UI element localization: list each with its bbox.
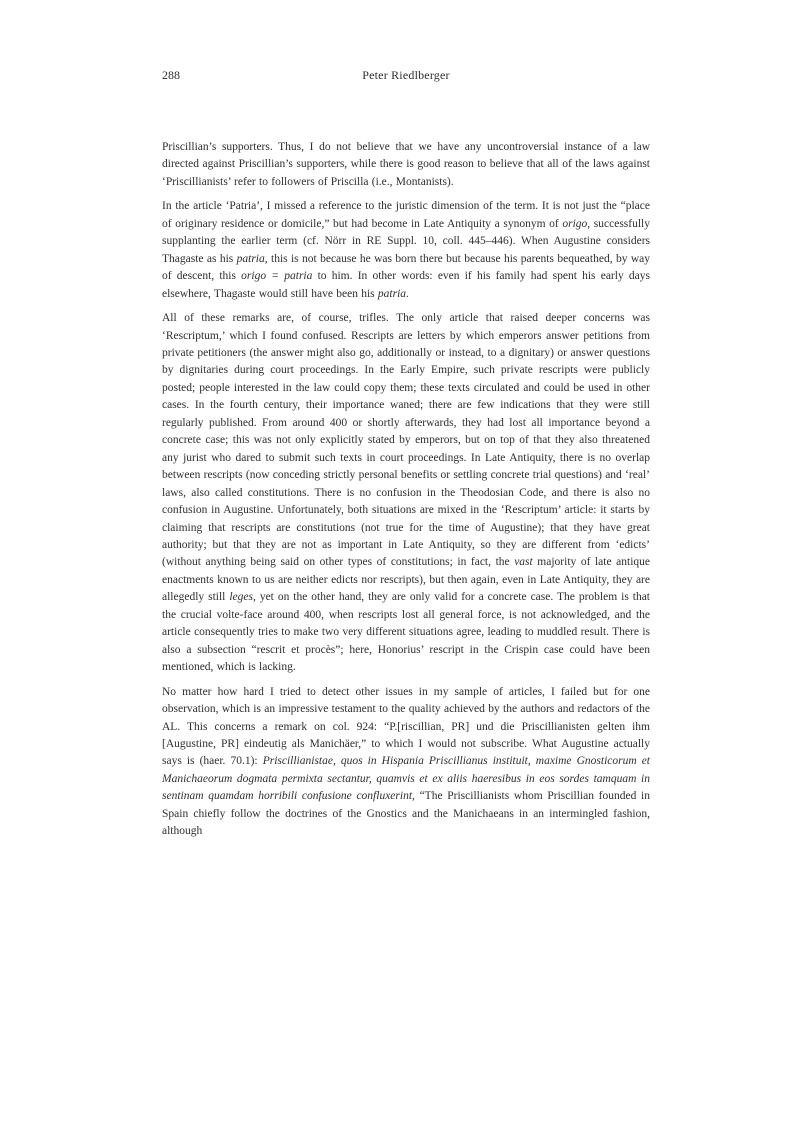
paragraph — [162, 198, 650, 303]
text-block — [162, 139, 650, 848]
text-run: In the article ‘Patria’, I missed a reference to the juristic dimension of the term. It is not just the “place of originary residence or domicile,” but had become in Late Antiquity a synonym of — [162, 200, 650, 230]
italic-text-run: origo = patria — [241, 270, 313, 283]
text-run: , yet on the other hand, they are only valid for a concrete case. The problem is that the crucial volte-face around 400, when rescripts lost all general force, is not acknowledged, and the article consequently tries to make two very different situations agree, leading to muddled result. There is also a subsection “rescrit et procès”; here, Honorius’ rescript in the Crispin case could have been mentioned, which is lacking. — [162, 591, 650, 674]
page-number: 288 — [162, 68, 180, 82]
paragraph — [162, 139, 650, 191]
text-run: No matter how hard I tried to detect other issues in my sample of articles, I failed but for one observation, which is an impressive testament to the quality achieved by the authors and redactors of the AL. This concerns a remark on col. 924: “P.[riscillian, PR] und die Priscillianisten gelten ihm [Augustine, PR] eindeutig als Manichäer,” to which I would not subscribe. What Augustine actually says is (haer. 70.1): — [162, 685, 650, 768]
text-run: . — [406, 287, 409, 300]
text-run: All of these remarks are, of course, trifles. The only article that raised deeper concerns was ‘Rescriptum,’ which I found confused. Rescripts are letters by which emperors answer petitions from private petitioners (the answer might also go, additionally or instead, to a dignitary) or answer questions by dignitaries during court proceedings. In the Early Empire, such private rescripts were publicly posted; people interested in the law could copy them; these texts circulated and could be used in other cases. In the fourth century, their importance waned; there are few indications that they were still regularly published. From around 400 or shortly afterwards, they had lost all importance beyond a concrete case; this was not only explicitly stated by emperors, but on top of that they also threatened any jurist who dared to submit such texts in court proceedings. In Late Antiquity, there is no overlap between rescripts (now conceding strictly personal benefits or settling concrete trial questions) and ‘real’ laws, also called constitutions. There is no confusion in the Theodosian Code, and there is also no confusion in Augustine. Unfortunately, both situations are mixed in the ‘Rescriptum’ article: it starts by claiming that rescripts are constitutions (not true for the time of Augustine); that they have great authority; but that they are not as important in Late Antiquity, so they are different from ‘edicts’ (without anything being said on other types of constitutions; in fact, the — [162, 312, 650, 569]
running-head: Peter Riedlberger — [362, 68, 450, 82]
italic-text-run: origo — [562, 217, 588, 230]
text-run: majority of late antique enactments known to us are neither edicts nor rescripts), but then again, even in Late Antiquity, they are allegedly still — [162, 556, 651, 604]
italic-text-run: leges — [229, 591, 253, 604]
italic-text-run: patria — [236, 252, 265, 265]
italic-text-run: Priscillianistae, quos in Hispania Priscillianus instituit, maxime Gnosticorum et Manichaeorum dogmata permixta sectantur, quamvis et ex aliis haeresibus in eos sordes tamquam in sentinam quamdam horribili confusione confluxerint — [162, 755, 650, 803]
paragraph — [162, 310, 650, 677]
paragraph — [162, 684, 650, 841]
page-header — [162, 68, 650, 86]
text-run: to him. In other words: even if his family had spent his early days elsewhere, Thagaste would still have been his — [162, 270, 650, 300]
italic-text-run: vast — [514, 556, 533, 569]
text-run: Priscillian’s supporters. Thus, I do not believe that we have any uncontroversial instance of a law directed against Priscillian’s supporters, while there is good reason to believe that all of the laws against ‘Priscillianists’ refer to followers of Priscilla (i.e., Montanists). — [162, 141, 650, 188]
text-run: , this is not because he was born there but because his parents bequeathed, by way of descent, this — [162, 252, 650, 283]
text-run: , successfully supplanting the earlier term (cf. Nörr in RE Suppl. 10, coll. 445–446). When Augustine considers Thagaste as his — [162, 217, 651, 265]
text-run: , “The Priscillianists whom Priscillian founded in Spain chiefly follow the doctrines of the Gnostics and the Manichaeans in an intermingled fashion, although — [162, 790, 650, 838]
italic-text-run: patria — [377, 287, 407, 300]
